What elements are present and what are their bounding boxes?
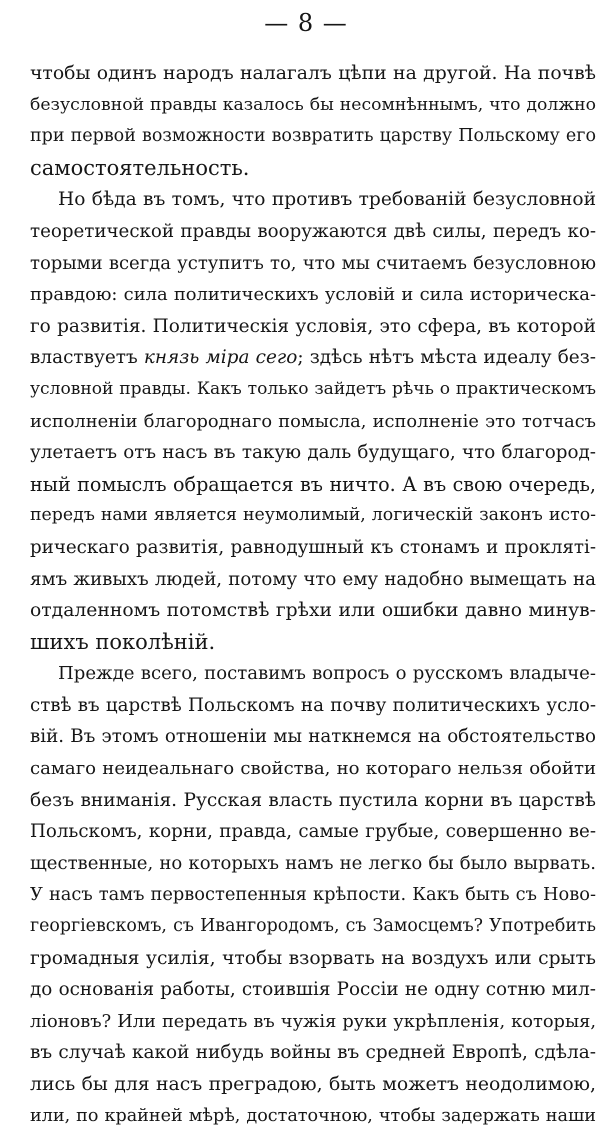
italic-phrase: князь міра сего: [143, 347, 298, 369]
text-line: ліоновъ? Или передать въ чужія руки укрѣпленія, которыя,: [30, 1010, 596, 1032]
text-line: громадныя усилія, чтобы взорвать на воздухъ или срыть: [30, 947, 596, 969]
text-line: улетаетъ отъ насъ въ такую даль будущаго, что благород-: [30, 442, 596, 464]
text-line: при первой возможности возвратить царству Польскому его: [30, 126, 596, 147]
text-line: георгіевскомъ, съ Ивангородомъ, съ Замосцемъ? Употребить: [30, 916, 596, 937]
text-line: Но бѣда въ томъ, что противъ требованій безусловной: [58, 189, 596, 211]
text-line: безусловной правды казалось бы несомнѣннымъ, что должно: [30, 94, 596, 115]
text-line: до основанія работы, стоившія Россіи не одну сотню мил-: [30, 979, 596, 1001]
page-number: — 8 —: [264, 9, 348, 37]
text-line: ный помыслъ обращается въ ничто. А въ свою очередь,: [30, 472, 596, 496]
text-line: щественные, но которыхъ намъ не легко бы было вырвать.: [30, 852, 596, 874]
text-line: чтобы одинъ народъ налагалъ цѣпи на другой. На почвѣ: [30, 63, 596, 84]
text-line: ямъ живыхъ людей, потому что ему надобно вымещать на: [30, 568, 596, 590]
text-line: У насъ тамъ первостепенныя крѣпости. Какъ быть съ Ново-: [30, 884, 596, 906]
text-line: исполненіи благороднаго помысла, исполненіе это тотчасъ: [30, 410, 596, 432]
text-line: правдою: сила политическихъ условій и сила историческа-: [30, 284, 596, 306]
text-line: лись бы для насъ преградою, быть можетъ неодолимою,: [30, 1074, 596, 1095]
text-line: теоретической правды вооружаются двѣ силы, передъ ко-: [30, 220, 596, 242]
text-line: торыми всегда уступитъ то, что мы считаемъ безусловною: [30, 252, 596, 274]
text-line: вій. Въ этомъ отношеніи мы наткнемся на обстоятельство: [30, 726, 596, 748]
text-line: самаго неидеальнаго свойства, но котораго нельзя обойти: [30, 758, 596, 780]
text-fragment: ; здѣсь нѣтъ мѣста идеалу без-: [297, 347, 597, 369]
text-line: отдаленномъ потомствѣ грѣхи или ошибки давно минув-: [30, 600, 596, 622]
text-line: рическаго развитія, равнодушный къ стонамъ и проклятi-: [30, 536, 596, 558]
body-text: [30, 58, 596, 1132]
text-line: передъ нами является неумолимый, логическій законъ исто-: [30, 505, 596, 526]
text-line: го развитія. Политическія условія, это сфера, въ которой: [30, 315, 596, 337]
text-line: въ случаѣ какой нибудь войны въ средней Европѣ, сдѣла-: [30, 1042, 596, 1064]
text-line: условной правды. Какъ только зайдетъ рѣчь о практическомъ: [30, 378, 596, 399]
text-line: самостоятельность.: [30, 155, 250, 180]
text-line: ствѣ въ царствѣ Польскомъ на почву политическихъ усло-: [30, 694, 596, 716]
text-line: Польскомъ, корни, правда, самые грубые, совершенно ве-: [30, 821, 596, 843]
text-line-with-italic: [30, 342, 596, 374]
text-line: Прежде всего, поставимъ вопросъ о русскомъ владыче-: [58, 663, 596, 685]
text-fragment: властвуетъ: [30, 347, 144, 369]
text-line: безъ вниманія. Русская власть пустила корни въ царствѣ: [30, 789, 596, 811]
text-line: шихъ поколѣній.: [30, 629, 216, 654]
text-line: или, по крайней мѣрѣ, достаточною, чтобы задержать наши: [30, 1105, 596, 1126]
